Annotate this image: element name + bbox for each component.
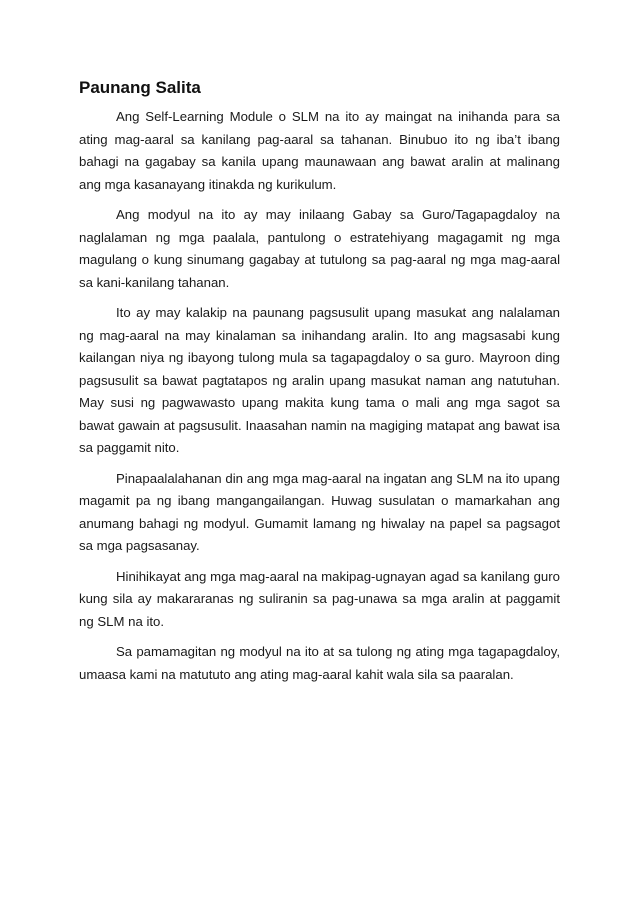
paragraph-5: Hinihikayat ang mga mag-aaral na makipag-ugnayan agad sa kanilang guro kung sila ay makararanas ng suliranin sa pag-unawa sa mga aralin at paggamit ng SLM na ito. xyxy=(79,568,560,629)
paragraph-6: Sa pamamagitan ng modyul na ito at sa tulong ng ating mga tagapagdaloy, umaasa kami na matututo ang ating mag-aaral kahit wala sila sa paaralan. xyxy=(79,644,560,682)
paragraph-2: Ang modyul na ito ay may inilaang Gabay sa Guro/Tagapagdaloy na naglalaman ng mga paalala, pantulong o estratehiyang magagamit ng mga magulang o kung sinumang gagabay at tutulong sa pag-aaral ng mga mag-aaral sa kani-kanilang tahanan. xyxy=(79,207,560,290)
document-body xyxy=(79,76,560,694)
paragraph-1: Ang Self-Learning Module o SLM na ito ay maingat na inihanda para sa ating mag-aaral sa kanilang pag-aaral sa tahanan. Binubuo ito ng iba’t ibang bahagi na gagabay sa kanila upang maunawaan ang bawat aralin at malinang ang mga kasanayang itinakda ng kurikulum. xyxy=(79,109,560,192)
paragraph-4: Pinapaalalahanan din ang mga mag-aaral na ingatan ang SLM na ito upang magamit pa ng ibang mangangailangan. Huwag susulatan o mamarkahan ang anumang bahagi ng modyul. Gumamit lamang ng hiwalay na papel sa pagsagot sa mga pagsasanay. xyxy=(79,470,560,553)
paragraph-3: Ito ay may kalakip na paunang pagsusulit upang masukat ang nalalaman ng mag-aaral na may kinalaman sa inihandang aralin. Ito ang magsasabi kung kailangan niya ng ibayong tulong mula sa tagapagdaloy o sa guro. Mayroon ding pagsusulit sa bawat pagtatapos ng aralin upang masukat naman ang natutuhan. May susi ng pagwawasto upang makita kung tama o mali ang mga sagot sa bawat gawain at pagsusulit. Inaasahan namin na magiging matapat ang bawat isa sa paggamit nito. xyxy=(79,305,560,455)
page-title: Paunang Salita xyxy=(79,78,201,97)
